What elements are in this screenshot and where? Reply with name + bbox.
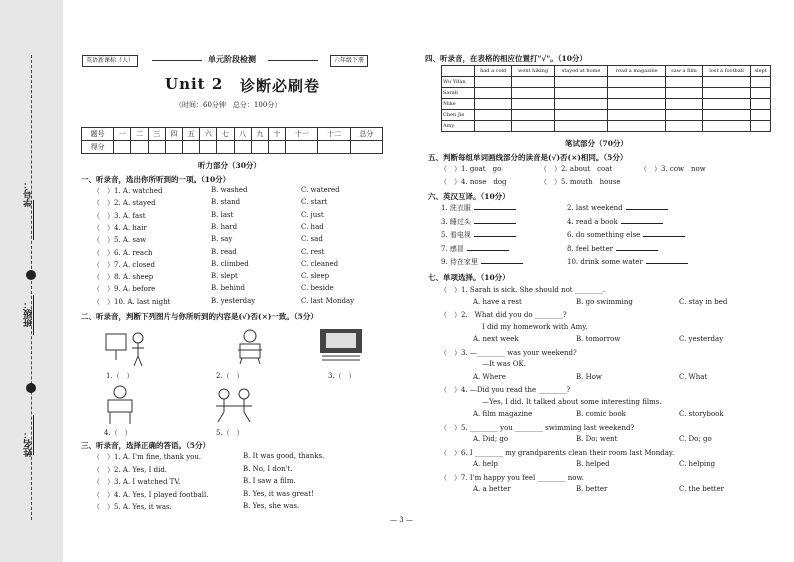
q2-label-1: 1.（ ） <box>106 372 134 380</box>
q7-option: B. better <box>576 485 608 493</box>
q3-option: （ ）4. A. Yes, I played football. <box>93 490 209 499</box>
q4-cell <box>608 77 666 88</box>
q7-stem: （ ）1. Sarah is sick. She should not ________. <box>440 286 606 294</box>
answer-blank <box>643 230 685 237</box>
name-label: 姓名： <box>24 430 34 457</box>
seal-dot <box>26 270 36 280</box>
q4-col-header: lost a football <box>702 66 750 77</box>
q2-label-3: 3.（ ） <box>328 372 356 380</box>
q3-title: 三、听录音，选择正确的答语。（5分） <box>81 441 210 450</box>
q1-option: （ ）6. A. reach <box>93 248 153 257</box>
q4-row-header: Amy <box>442 121 475 132</box>
q7-extra: I did my homework with Amy. <box>482 322 588 331</box>
q4-cell <box>666 121 703 132</box>
score-header-cell: 六 <box>200 128 217 141</box>
q2-label-5: 5.（ ） <box>216 429 244 437</box>
q5-option: （ ）5. mouth house <box>540 178 621 186</box>
q4-table <box>441 65 771 132</box>
score-header-cell: 十二 <box>318 128 350 141</box>
q4-col-header: read a magazine <box>608 66 666 77</box>
q7-option: A. Where <box>473 372 506 381</box>
q1-option: （ ）2. A. stayed <box>93 199 156 208</box>
picture-girl-desk <box>100 382 140 427</box>
q4-cell <box>474 88 511 99</box>
q7-option: B. How <box>576 372 602 381</box>
q4-cell <box>474 110 511 121</box>
score-header-cell: 一 <box>114 128 131 141</box>
q4-title: 四、听录音，在表格的相应位置打"√"。（10分） <box>425 54 587 63</box>
q7-option: C. stay in bed <box>679 297 728 306</box>
q7-option: C. What <box>679 372 708 381</box>
q4-cell <box>608 121 666 132</box>
q1-option: B. slept <box>211 272 238 281</box>
q1-option: （ ）4. A. hair <box>93 223 147 232</box>
q6-option <box>567 257 688 266</box>
q4-cell <box>512 88 554 99</box>
score-row-label: 得分 <box>82 141 114 154</box>
q3-option: B. No, I don't. <box>243 464 293 473</box>
q1-option: C. beside <box>301 284 334 293</box>
q7-option: A. help <box>473 460 498 468</box>
q4-col-header: slept <box>751 66 771 77</box>
q4-row-header: Wu Yifan <box>442 77 475 88</box>
q4-cell <box>554 77 608 88</box>
q4-cell <box>702 77 750 88</box>
score-header-cell: 七 <box>217 128 234 141</box>
q6-option <box>441 257 523 267</box>
score-cell <box>200 141 217 154</box>
score-header-cell: 五 <box>183 128 200 141</box>
q6-text: 5. 看电视 <box>441 231 471 239</box>
q4-cell <box>751 110 771 121</box>
q7-option: B. helped <box>576 460 610 468</box>
q5-option: （ ）3. cow now <box>640 165 706 173</box>
q7-option: C. storybook <box>679 410 724 418</box>
score-header-cell: 十一 <box>286 128 318 141</box>
score-header-cell: 十 <box>268 128 285 141</box>
q7-extra: —Yes, I did. It talked about some interesting films. <box>482 397 662 406</box>
answer-blank <box>481 257 523 264</box>
q4-col-header: stayed at home <box>554 66 608 77</box>
q7-stem: （ ）2. What did you do ________? <box>440 311 567 319</box>
q7-option: B. go swimming <box>576 297 633 306</box>
q1-option: B. say <box>211 235 233 244</box>
q4-row <box>442 110 771 121</box>
score-table <box>81 127 383 154</box>
score-header-cell: 八 <box>234 128 251 141</box>
q4-cell <box>666 110 703 121</box>
q1-option: C. sleep <box>301 272 330 281</box>
q4-cell <box>554 121 608 132</box>
page-number: — 3 — <box>390 516 413 524</box>
q4-row <box>442 99 771 110</box>
score-cell <box>131 141 148 154</box>
q4-cell <box>512 77 554 88</box>
answer-blank <box>616 244 658 251</box>
q1-option: （ ）10. A. last night <box>93 297 171 306</box>
listening-part-title: 听力部分（30分） <box>198 161 261 170</box>
student-id-label: 学号： <box>24 180 34 207</box>
writing-part-title: 笔试部分（70分） <box>565 139 628 148</box>
q7-option: C. helping <box>679 460 716 468</box>
q4-cell <box>608 110 666 121</box>
score-cell <box>148 141 165 154</box>
q3-option: （ ）3. A. I watched TV. <box>93 478 181 486</box>
q4-cell <box>512 121 554 132</box>
q4-cell <box>702 88 750 99</box>
q1-option: B. hard <box>211 222 238 231</box>
q4-cell <box>608 99 666 110</box>
picture-kids-playing <box>210 382 260 427</box>
picture-tv-boy <box>100 326 150 368</box>
q1-option: B. washed <box>211 186 248 194</box>
q3-option: B. It was good, thanks. <box>243 452 325 460</box>
q6-text: 10. drink some water <box>567 258 643 266</box>
q4-cell <box>554 88 608 99</box>
q5-option: （ ）2. about coat <box>540 165 613 173</box>
q7-option: A. film magazine <box>473 410 533 418</box>
header-rule <box>152 60 202 61</box>
q6-text: 6. do something else <box>567 231 641 239</box>
q3-option: （ ）2. A. Yes, I did. <box>93 465 168 474</box>
score-header-cell: 二 <box>131 128 148 141</box>
q7-option: C. Do; go <box>679 435 712 443</box>
q6-option <box>567 203 668 212</box>
picture-boy-reading <box>230 326 270 366</box>
picture-cinema <box>318 326 364 364</box>
q1-title: 一、听录音，选出你所听到的一项。（10分） <box>81 175 231 184</box>
score-header-cell: 四 <box>165 128 182 141</box>
q4-col-header: had a cold <box>474 66 511 77</box>
q4-cell <box>702 110 750 121</box>
q7-extra: —It was OK. <box>482 360 526 368</box>
score-cell <box>286 141 318 154</box>
q4-cell <box>751 88 771 99</box>
q6-text: 2. last weekend <box>567 204 623 212</box>
q4-header-row <box>442 66 771 77</box>
q7-stem: （ ）5. ________ you ________ swimming last weekend? <box>440 423 635 432</box>
q7-option: C. yesterday <box>679 335 724 343</box>
grade-tag: 六年级下册 <box>330 55 368 67</box>
q3-option: B. I saw a film. <box>243 477 296 485</box>
q2-label-4: 4.（ ） <box>104 429 132 437</box>
edition-tag: 英语新课标（人） <box>82 55 138 67</box>
q7-title: 七、单项选择。（10分） <box>428 273 510 282</box>
q4-row <box>442 88 771 99</box>
q6-text: 1. 洗衣服 <box>441 204 471 212</box>
answer-blank <box>474 203 516 210</box>
q1-option: B. yesterday <box>211 296 256 305</box>
q6-option <box>441 230 516 240</box>
score-cell <box>350 141 382 154</box>
exam-meta: （时间：60分钟 总分：100分） <box>175 101 282 109</box>
q7-stem: （ ）4. —Did you read the ________? <box>440 386 571 394</box>
q4-cell <box>512 110 554 121</box>
q4-cell <box>751 77 771 88</box>
q4-cell <box>702 99 750 110</box>
q4-row <box>442 77 771 88</box>
score-cell <box>114 141 131 154</box>
q2-label-2: 2.（ ） <box>216 372 244 380</box>
q4-cell <box>751 99 771 110</box>
q4-cell <box>666 77 703 88</box>
q6-title: 六、英汉互译。（10分） <box>428 192 510 201</box>
q1-option: （ ）1. A. watched <box>93 187 163 195</box>
q7-option: B. comic book <box>576 410 626 418</box>
q3-option: B. Yes, it was great! <box>243 489 314 498</box>
q6-option <box>441 203 516 213</box>
q6-text: 9. 待在家里 <box>441 258 478 266</box>
answer-blank <box>467 244 509 251</box>
q1-option: C. sad <box>301 235 323 244</box>
q1-option: B. stand <box>211 198 241 207</box>
q1-option: C. watered <box>301 186 340 194</box>
q7-option: A. next week <box>473 335 519 343</box>
q6-text: 3. 睡过头 <box>441 217 471 226</box>
q7-stem: （ ）3. —________ was your weekend? <box>440 348 577 357</box>
q1-option: B. climbed <box>211 259 249 268</box>
score-cell <box>251 141 268 154</box>
q1-option: （ ）3. A. fast <box>93 211 146 220</box>
score-header-cell: 总分 <box>350 128 382 141</box>
q4-row-header: Mike <box>442 99 475 110</box>
q6-option <box>567 230 685 239</box>
score-cell <box>183 141 200 154</box>
q3-option: （ ）1. A. I'm fine, thank you. <box>93 453 202 461</box>
q4-cell <box>751 121 771 132</box>
q1-option: C. just <box>301 210 324 219</box>
unit-title: Unit 2 <box>165 75 224 93</box>
q6-option <box>567 244 658 253</box>
q5-option: （ ）4. nose dog <box>440 178 507 186</box>
answer-blank <box>474 217 516 224</box>
q3-option: B. Yes, she was. <box>243 502 300 510</box>
q4-cell <box>474 99 511 110</box>
q4-col-header <box>442 66 475 77</box>
q4-cell <box>554 99 608 110</box>
q7-option: A. Did; go <box>473 435 509 443</box>
q1-option: C. last Monday <box>301 296 355 305</box>
q5-option: （ ）1. goat go <box>440 165 502 173</box>
score-header-cell: 题号 <box>82 128 114 141</box>
q1-option: （ ）5. A. saw <box>93 236 147 245</box>
q4-row-header: Sarah <box>442 88 475 99</box>
score-cell <box>268 141 285 154</box>
binding-strip <box>0 0 63 562</box>
q4-col-header: went hiking <box>512 66 554 77</box>
q1-option: C. rest <box>301 247 325 256</box>
q1-option: B. read <box>211 247 237 256</box>
answer-blank <box>621 217 663 224</box>
q4-cell <box>666 99 703 110</box>
q6-option <box>567 217 663 226</box>
q4-cell <box>512 99 554 110</box>
q4-cell <box>666 88 703 99</box>
q1-option: C. had <box>301 222 324 231</box>
score-cell <box>165 141 182 154</box>
answer-blank <box>626 203 668 210</box>
header-center: 单元阶段检测 <box>208 54 256 64</box>
q4-cell <box>474 77 511 88</box>
paper-title: 诊断必刷卷 <box>240 77 321 95</box>
q1-option: B. behind <box>211 284 245 293</box>
score-header-cell: 三 <box>148 128 165 141</box>
q6-text: 4. read a book <box>567 217 618 226</box>
score-cell <box>234 141 251 154</box>
q1-option: B. last <box>211 210 234 219</box>
q4-col-header: saw a film <box>666 66 703 77</box>
q6-text: 7. 感冒 <box>441 244 464 253</box>
q7-stem: （ ）7. I'm happy you feel ________ now. <box>440 473 584 482</box>
seal-dot <box>26 383 36 393</box>
header-rule <box>268 60 318 61</box>
q7-option: A. a better <box>473 485 511 493</box>
class-label: 班级： <box>24 300 34 327</box>
answer-blank <box>646 257 688 264</box>
answer-blank <box>474 230 516 237</box>
q4-row <box>442 121 771 132</box>
q7-option: A. have a rest <box>473 297 522 306</box>
q4-cell <box>474 121 511 132</box>
q7-option: B. Do; went <box>576 435 618 443</box>
score-header-cell: 九 <box>251 128 268 141</box>
q4-cell <box>702 121 750 132</box>
q6-option <box>441 217 516 227</box>
q5-title: 五、判断每组单词画线部分的读音是(√)否(×)相同。（5分） <box>428 153 628 162</box>
q7-option: C. the better <box>679 485 724 493</box>
q1-option: C. start <box>301 198 328 207</box>
q6-option <box>441 244 509 254</box>
q1-option: C. cleaned <box>301 259 339 268</box>
score-cell <box>217 141 234 154</box>
q4-cell <box>608 88 666 99</box>
q4-cell <box>554 110 608 121</box>
q3-option: （ ）5. A. Yes, it was. <box>93 503 172 511</box>
q2-title: 二、听录音，判断下列图片与你所听到的内容是(√)否(×)一致。（5分） <box>81 312 318 321</box>
q1-option: （ ）9. A. before <box>93 285 156 294</box>
q1-option: （ ）7. A. closed <box>93 260 155 269</box>
q1-option: （ ）8. A. sheep <box>93 273 154 282</box>
q6-text: 8. feel better <box>567 244 613 253</box>
q4-row-header: Chen Jie <box>442 110 475 121</box>
q7-option: B. tomorrow <box>576 335 621 343</box>
score-cell <box>318 141 350 154</box>
q7-stem: （ ）6. I ________ my grandparents clean their room last Monday. <box>440 448 675 457</box>
